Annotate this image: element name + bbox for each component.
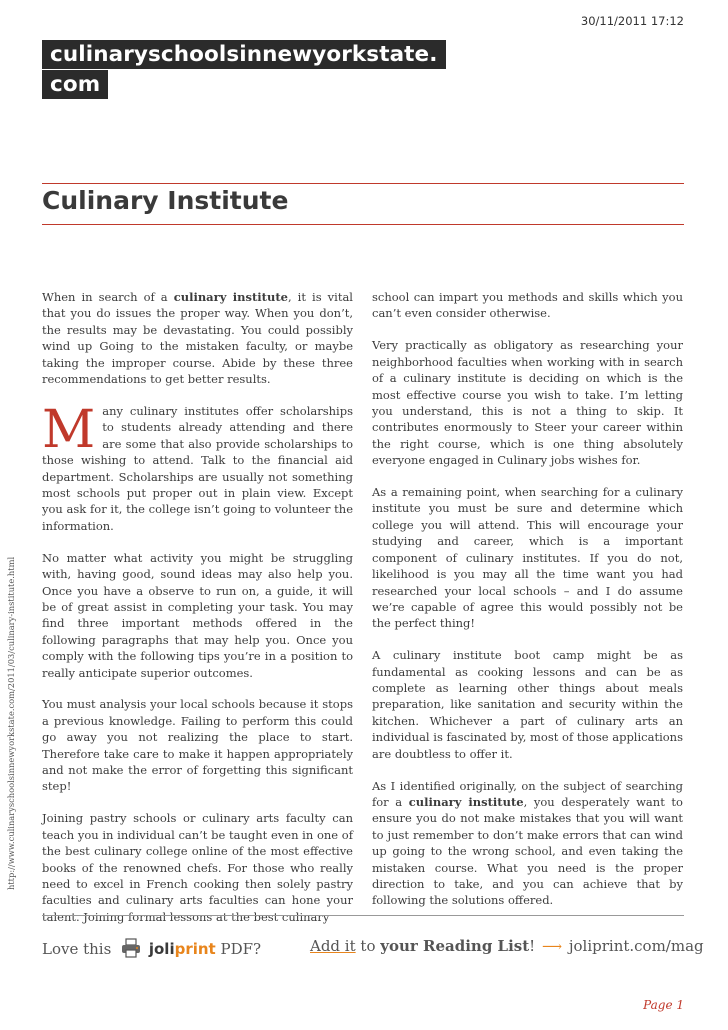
footer-reading-list (310, 937, 704, 955)
add-it-link[interactable]: Add it (310, 937, 356, 955)
footer-divider (42, 915, 684, 916)
title-bottom-divider (42, 224, 684, 225)
exclaim-text: ! (529, 937, 536, 955)
reading-list-text: your Reading List (380, 937, 530, 955)
print-datetime: 30/11/2011 17:12 (580, 14, 684, 28)
article-title: Culinary Institute (42, 186, 289, 215)
paragraph: A culinary institute boot camp might be as fundamental as cooking lessons and can be as complete as learning other things about meals preparation, like sanitation and security within the kitchen. Whichever a part of culinary arts an individual is fascinated by, most of those applications are doubtless to offer it. (372, 648, 683, 761)
footer-promo (42, 937, 261, 959)
paragraph: When in search of a culinary institute, it is vital that you do issues the proper way. When you don’t, the results may be devastating. You could possibly wind up Going to the mistaken faculty, or maybe taking the improper course. Abide by these three recommendations to get better results. (42, 290, 353, 387)
article-right-column (372, 289, 683, 924)
paragraph: As I identified originally, on the subject of searching for a culinary institute, you desperately want to ensure you do not make mistakes that you will want to just remember to don’t make errors that can wind up going to the wrong school, and even taking the mistaken course. What you need is the proper direction to take, and you can achieve that by following the solutions offered. (372, 778, 683, 908)
source-url[interactable]: http://www.culinaryschoolsinnewyorkstate.com/2011/03/culinary-institute.html (6, 556, 16, 890)
pdf-text: PDF? (220, 940, 262, 958)
joliprint-mag-link[interactable]: joliprint.com/mag (568, 937, 704, 955)
site-logo-line2: com (42, 70, 108, 99)
joliprint-logo[interactable]: joliprint (148, 940, 216, 958)
site-logo-line1: culinaryschoolsinnewyorkstate. (42, 40, 446, 69)
paragraph: Joining pastry schools or culinary arts faculty can teach you in individual can’t be taught even in one of the best culinary college online of the most effective books of the renowned chefs. For those who really need to excel in French cooking then solely pastry faculties and culinary arts faculties can hone your talent. Joining formal lessons at the best culinary (42, 811, 353, 924)
love-this-text: Love this (42, 940, 112, 958)
printer-icon (120, 937, 142, 959)
title-top-divider (42, 183, 684, 184)
article-left-column (42, 289, 353, 941)
site-logo[interactable] (42, 40, 446, 99)
page-number: Page 1 (643, 998, 684, 1012)
paragraph: You must analysis your local schools because it stops a previous knowledge. Failing to perform this could go away you not realizing the place to start. Therefore take care to make it happen appropriately and not make the error of forgetting this significant step! (42, 697, 353, 794)
paragraph: Very practically as obligatory as researching your neighborhood faculties when working with in search of a culinary institute is deciding on which is the most effective course you wish to take. I’m letting you understand, this is not a thing to skip. It contributes enormously to Steer your career within the right course, which is one thing absolutely everyone engaged in Culinary jobs wishes for. (372, 338, 683, 468)
paragraph: Many culinary institutes offer scholarships to students already attending and there are some that also provide scholarships to those wishing to attend. Talk to the financial aid department. Scholarships are usually not something most schools put proper out in plain view. Except you ask for it, the college isn’t going to volunteer the information. (42, 399, 353, 533)
to-text: to (360, 937, 376, 955)
arrow-right-icon: ⟶ (541, 939, 563, 955)
paragraph: school can impart you methods and skills which you can’t even consider otherwise. (372, 290, 683, 321)
paragraph: No matter what activity you might be struggling with, having good, sound ideas may also help you. Once you have a observe to run on, a guide, it will be of great assist in completing your task. You may find three important methods offered in the following paragraphs that may help you. Once you comply with the following tips you’re in a position to really anticipate superior outcomes. (42, 550, 353, 680)
drop-cap: M (42, 399, 96, 460)
paragraph: As a remaining point, when searching for a culinary institute you must be sure and determine which college you will attend. This will encourage your studying and career, which is a important component of culinary institutes. If you do not, likelihood is you may all the time want you had researched your local schools – and I do assume we’re capable of agree this would possibly not be the perfect thing! (372, 485, 683, 631)
